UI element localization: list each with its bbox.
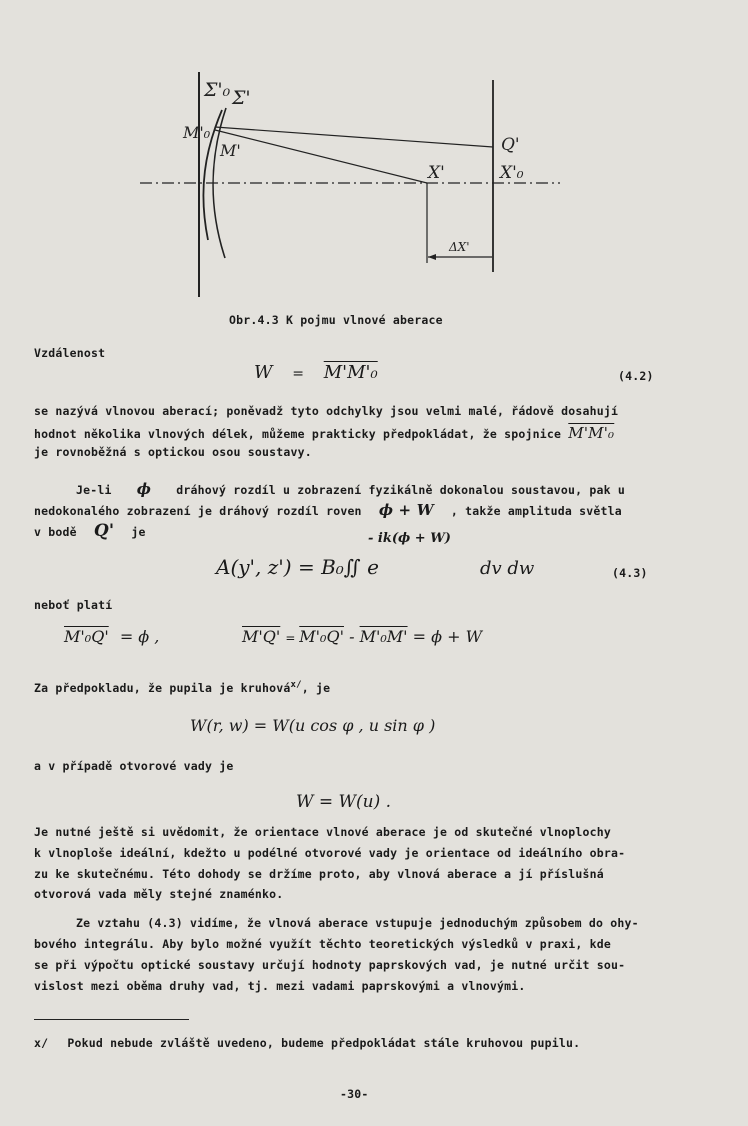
p2-l1-b: dráhový rozdíl u zobrazení fyzikálně dokonalou soustavou, pak u [176, 483, 625, 497]
label-sigma: Σ' [232, 87, 251, 109]
p4: a v případě otvorové vady je [34, 759, 234, 773]
label-dx: ΔX' [449, 240, 470, 254]
eq-relation-a [64, 627, 159, 646]
p3-b: , je [301, 680, 331, 695]
eq-b5: M'₀M' [359, 627, 408, 646]
p2-l2-b: , takže amplituda světla [450, 504, 622, 518]
label-m0: M'₀ [183, 123, 211, 142]
text-nebot: neboť platí [34, 598, 113, 612]
page-number: -30- [340, 1087, 369, 1101]
footnote-rule [34, 1019, 189, 1020]
footnote [34, 1036, 580, 1050]
eq-a-rhs: = ϕ , [119, 627, 160, 646]
eq-b4: - [349, 627, 360, 646]
eq43-main: A(y', z') = B₀∬ e [216, 555, 380, 579]
eq-b2: = [285, 631, 300, 645]
p1-line1: se nazývá vlnovou aberací; poněvadž tyto odchylky jsou velmi malé, řádově dosahují [34, 404, 619, 418]
p2-line2 [34, 501, 622, 519]
footnote-mark: x/ [34, 1036, 49, 1050]
p5-line1: Je nutné ještě si uvědomit, že orientace vlnové aberace je od skutečné vlnoplochy [34, 825, 612, 839]
p6-line2: bového integrálu. Aby bylo možné využít těchto teoretických výsledků v praxi, kde [34, 937, 612, 951]
footnote-text: Pokud nebude zvláště uvedeno, budeme předpokládat stále kruhovou pupilu. [67, 1036, 581, 1050]
p1-symbol: M'M'₀ [568, 424, 615, 442]
eq42-number: (4.2) [618, 369, 654, 383]
p1-line2 [34, 424, 614, 442]
p2-l3-a: v bodě [34, 525, 77, 539]
eq-b6: = ϕ + W [412, 627, 483, 646]
label-m: M' [220, 141, 241, 160]
label-x0: X'₀ [500, 163, 524, 183]
p2-l3-b: je [131, 525, 146, 539]
eq-b1: M'Q' [242, 627, 281, 646]
text-vzdalenost: Vzdálenost [34, 346, 106, 360]
p2-l1-a: Je-li [76, 483, 112, 497]
eq-a-lhs: M'₀Q' [64, 627, 109, 646]
p3-footnote-mark: x/ [290, 680, 302, 690]
label-q: Q' [501, 135, 520, 155]
p2-l3-q: Q' [93, 521, 115, 541]
label-x: X' [428, 163, 445, 183]
eq42-eq: = [292, 366, 304, 382]
p2-l2-a: nedokonalého zobrazení je dráhový rozdíl roven [34, 504, 362, 518]
p6-line3: se při výpočtu optické soustavy určují hodnoty paprskových vad, je nutné určit sou- [34, 958, 626, 972]
p2-line1 [76, 480, 625, 498]
p1-line3: je rovnoběžná s optickou osou soustavy. [34, 445, 312, 459]
eq-relation-b [242, 627, 482, 646]
p6-line1: Ze vztahu (4.3) vidíme, že vlnová aberace vstupuje jednoduchým způsobem do ohy- [76, 916, 639, 930]
p5-line4: otvorová vada měly stejné znaménko. [34, 887, 284, 901]
ray-to-q [215, 127, 493, 147]
eq43-exponent: - ik(ϕ + W) [368, 531, 451, 546]
equation-4-2 [254, 362, 378, 383]
p2-l1-phi: ϕ [136, 480, 152, 498]
p3-a: Za předpokladu, že pupila je kruhová [34, 680, 291, 695]
eq43-number: (4.3) [612, 566, 648, 580]
p2-l2-phi: ϕ + W [378, 501, 434, 519]
p2-line3 [34, 521, 146, 541]
eq43-tail: dv dw [480, 558, 535, 579]
eq-w-spherical: W = W(u) . [296, 792, 392, 812]
eq-w-polar: W(r, w) = W(u cos φ , u sin φ ) [190, 716, 436, 735]
p5-line2: k vlnoploše ideální, kdežto u podélné otvorové vady je orientace od ideálního obra- [34, 846, 626, 860]
ray-to-x [215, 130, 427, 183]
eq-b3: M'₀Q' [299, 627, 344, 646]
p3 [34, 680, 330, 695]
figure-caption: Obr.4.3 K pojmu vlnové aberace [229, 313, 443, 327]
label-sigma0: Σ'₀ [204, 79, 231, 101]
eq42-rhs: M'M'₀ [323, 362, 378, 383]
p6-line4: vislost mezi oběma druhy vad, tj. mezi vadami paprskovými a vlnovými. [34, 979, 526, 993]
p5-line3: zu ke skutečnému. Této dohody se držíme proto, aby vlnová aberace a jí příslušná [34, 867, 604, 881]
dx-arrowhead [428, 254, 436, 260]
p1-line2-text: hodnot několika vlnových délek, můžeme prakticky předpokládat, že spojnice [34, 427, 562, 441]
figure-wave-aberration [0, 0, 748, 300]
eq42-lhs: W [254, 362, 273, 383]
